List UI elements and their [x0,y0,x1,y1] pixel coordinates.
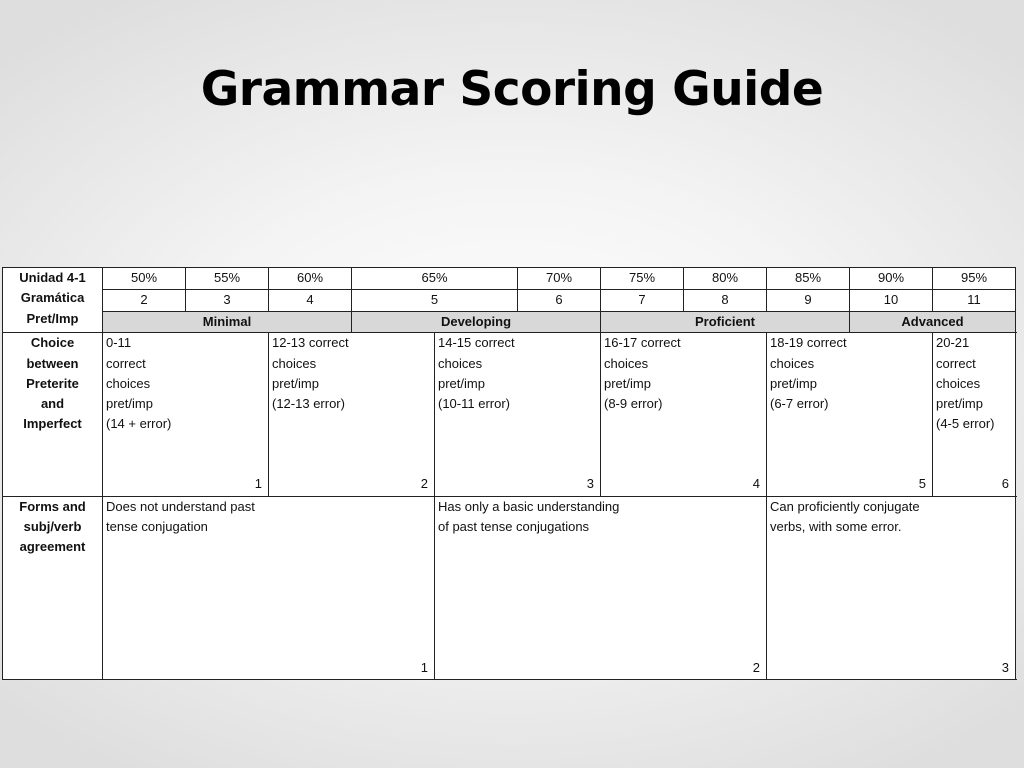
forms-header-line: agreement [19,539,86,555]
percent-cell: 70% [518,268,601,290]
percent-cell: 95% [933,268,1016,290]
choice-cell-line: (10-11 error) [438,396,511,412]
choice-cell-line: choices [272,355,317,371]
level-developing: Developing [352,312,601,333]
score-cell: 4 [269,290,352,312]
percent-cell: 65% [352,268,518,290]
score-cell: 6 [518,290,601,312]
unit-header-line: Unidad 4-1 [19,270,86,285]
choice-cell-line: pret/imp [272,375,319,391]
choice-cell [269,333,435,496]
choice-header-line: Imperfect [23,416,82,432]
choice-cell-line: pret/imp [604,375,651,391]
choice-cell-line: choices [438,355,483,371]
unit-header-line: Gramática [20,290,85,306]
choice-cell-line: 20-21 correct [936,335,976,371]
grammar-scoring-table [2,267,1016,680]
choice-cell-points: 4 [752,476,760,492]
forms-cell-line: of past tense conjugations [438,518,590,534]
forms-cell-points: 1 [420,660,428,676]
forms-header-line: subj/verb [23,518,82,534]
choice-cell-line: pret/imp [770,375,817,391]
choice-cell [435,333,601,496]
choice-cell-points: 1 [254,476,262,492]
score-cell: 10 [850,290,933,312]
forms-cell-line: tense conjugation [106,518,208,534]
choice-cell-points: 6 [1001,476,1009,492]
forms-cell-points: 2 [752,660,760,676]
choice-cell [103,333,269,496]
percent-cell: 55% [186,268,269,290]
choice-header-line: Preterite [26,375,79,391]
choice-cell-line: choices [106,375,151,391]
choice-cell-line: choices [770,355,815,371]
choice-header-cell [3,333,103,496]
choice-cell-line: pret/imp [438,375,485,391]
score-cell: 11 [933,290,1016,312]
score-cell: 3 [186,290,269,312]
choice-cell-line: (8-9 error) [604,396,663,412]
choice-cell-line: 12-13 correct [272,335,349,351]
slide-title: Grammar Scoring Guide [200,62,824,117]
unit-header-line: Pret/Imp [26,310,79,326]
choice-cell [933,333,1016,496]
choice-cell-line: correct [106,355,146,371]
forms-cell-line: verbs, with some error. [770,518,902,534]
forms-cell [767,496,1016,680]
choice-cell-line: (4-5 error) [936,416,995,432]
choice-cell-line: pret/imp [106,396,153,412]
score-cell: 9 [767,290,850,312]
choice-cell-line: 18-19 correct [770,335,847,351]
choice-cell-points: 5 [918,476,926,492]
forms-cell [435,496,767,680]
forms-cell [103,496,435,680]
level-advanced: Advanced [850,312,1016,333]
choice-cell-line: 16-17 correct [604,335,681,351]
choice-header-line: between [26,355,79,371]
choice-cell-line: choices [936,375,981,391]
choice-cell-line: 0-11 [106,335,132,351]
forms-header-line: Forms and [19,498,86,514]
choice-cell-line: pret/imp [936,396,983,412]
score-cell: 2 [103,290,186,312]
choice-cell [601,333,767,496]
forms-cell-line: Can proficiently conjugate [770,498,920,514]
choice-header-line: Choice [30,335,75,351]
choice-cell-line: (14 + error) [106,416,172,432]
level-minimal: Minimal [103,312,352,333]
level-proficient: Proficient [601,312,850,333]
forms-cell-line: Does not understand past [106,498,255,514]
choice-header-line: and [40,396,65,412]
choice-cell-line: (12-13 error) [272,396,345,412]
percent-cell: 80% [684,268,767,290]
score-cell: 7 [601,290,684,312]
choice-cell-line: (6-7 error) [770,396,829,412]
score-cell: 5 [352,290,518,312]
percent-cell: 50% [103,268,186,290]
unit-header-cell [3,268,103,333]
choice-cell-line: choices [604,355,649,371]
forms-cell-points: 3 [1001,660,1009,676]
score-cell: 8 [684,290,767,312]
choice-cell-line: 14-15 correct [438,335,515,351]
forms-cell-line: Has only a basic understanding [438,498,620,514]
choice-cell-points: 2 [420,476,428,492]
percent-cell: 90% [850,268,933,290]
percent-cell: 85% [767,268,850,290]
percent-cell: 60% [269,268,352,290]
choice-cell [767,333,933,496]
percent-cell: 75% [601,268,684,290]
forms-header-cell [3,496,103,680]
choice-cell-points: 3 [586,476,594,492]
